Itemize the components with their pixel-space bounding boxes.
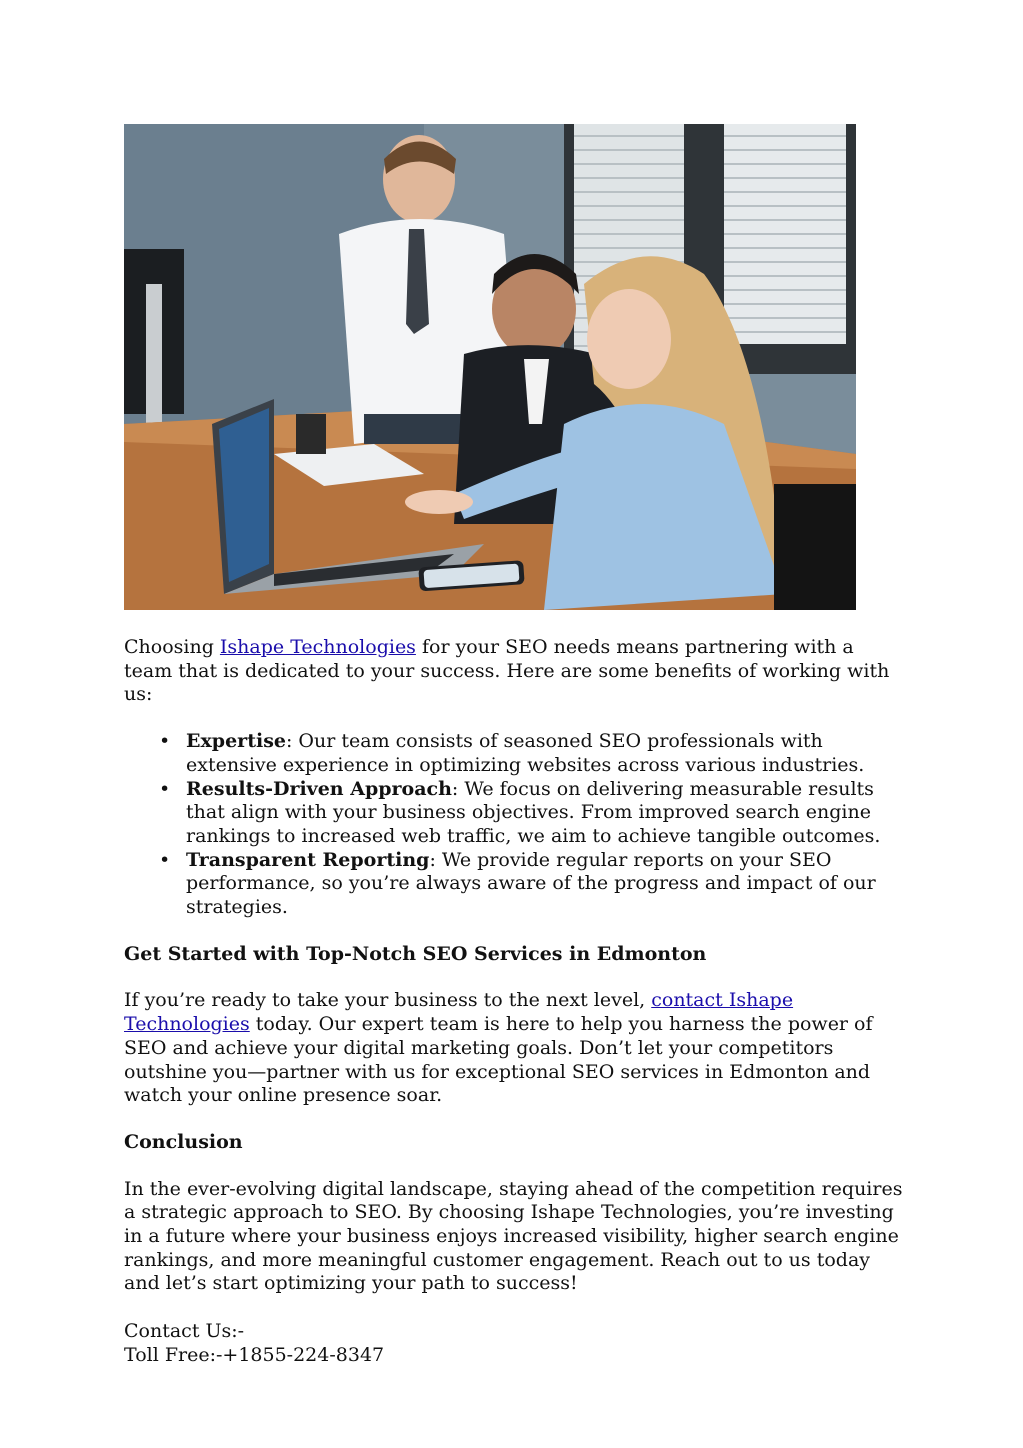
get-started-paragraph: [124, 989, 904, 1108]
benefits-list: [124, 730, 904, 920]
list-item: [159, 730, 904, 777]
list-item: [159, 848, 904, 920]
benefit-title: Expertise: [186, 730, 286, 753]
get-started-heading: Get Started with Top-Notch SEO Services in Edmonton: [124, 942, 707, 965]
bullet-icon: •: [159, 777, 171, 800]
intro-paragraph: [124, 636, 904, 707]
get-started-suffix: today. Our expert team is here to help you harness the power of SEO and achieve your digital marketing goals. Don’t let your competitors outshine you—partner with us for exceptional SEO services in Edmonton and watch your online presence soar.: [124, 1013, 873, 1107]
document-page: [124, 124, 904, 1368]
benefit-text: : Our team consists of seasoned SEO professionals with extensive experience in optimizing websites across various industries.: [186, 730, 865, 776]
benefit-title: Transparent Reporting: [186, 848, 430, 871]
intro-suffix: for your SEO needs means partnering with a team that is dedicated to your success. Here are some benefits of working with us:: [124, 636, 890, 706]
toll-free-number: Toll Free:-+1855-224-8347: [124, 1343, 385, 1366]
contact-label: Contact Us:-: [124, 1320, 245, 1343]
bullet-icon: •: [159, 848, 171, 871]
intro-prefix: Choosing: [124, 636, 220, 658]
conclusion-heading: Conclusion: [124, 1130, 243, 1153]
benefit-text: : We focus on delivering measurable results that align with your business objectives. From improved search engine rankings to increased web traffic, we aim to achieve tangible outcomes.: [186, 777, 881, 847]
benefit-title: Results-Driven Approach: [186, 777, 452, 800]
bullet-icon: •: [159, 730, 171, 753]
list-item: [159, 777, 904, 849]
contact-block: [124, 1320, 904, 1367]
office-team-photo: [124, 124, 856, 610]
ishape-technologies-link[interactable]: Ishape Technologies: [219, 636, 416, 658]
get-started-prefix: If you’re ready to take your business to the next level,: [124, 989, 652, 1012]
benefit-text: : We provide regular reports on your SEO performance, so you’re always aware of the progress and impact of our strategies.: [186, 848, 876, 919]
contact-ishape-link[interactable]: contact Ishape Technologies: [124, 989, 794, 1036]
conclusion-paragraph: In the ever-evolving digital landscape, staying ahead of the competition requires a strategic approach to SEO. By choosing Ishape Technologies, you’re investing in a future where your business enjoys increased visibility, higher search engine rankings, and more meaningful customer engagement. Reach out to us today and let’s start optimizing your path to success!: [124, 1177, 903, 1295]
